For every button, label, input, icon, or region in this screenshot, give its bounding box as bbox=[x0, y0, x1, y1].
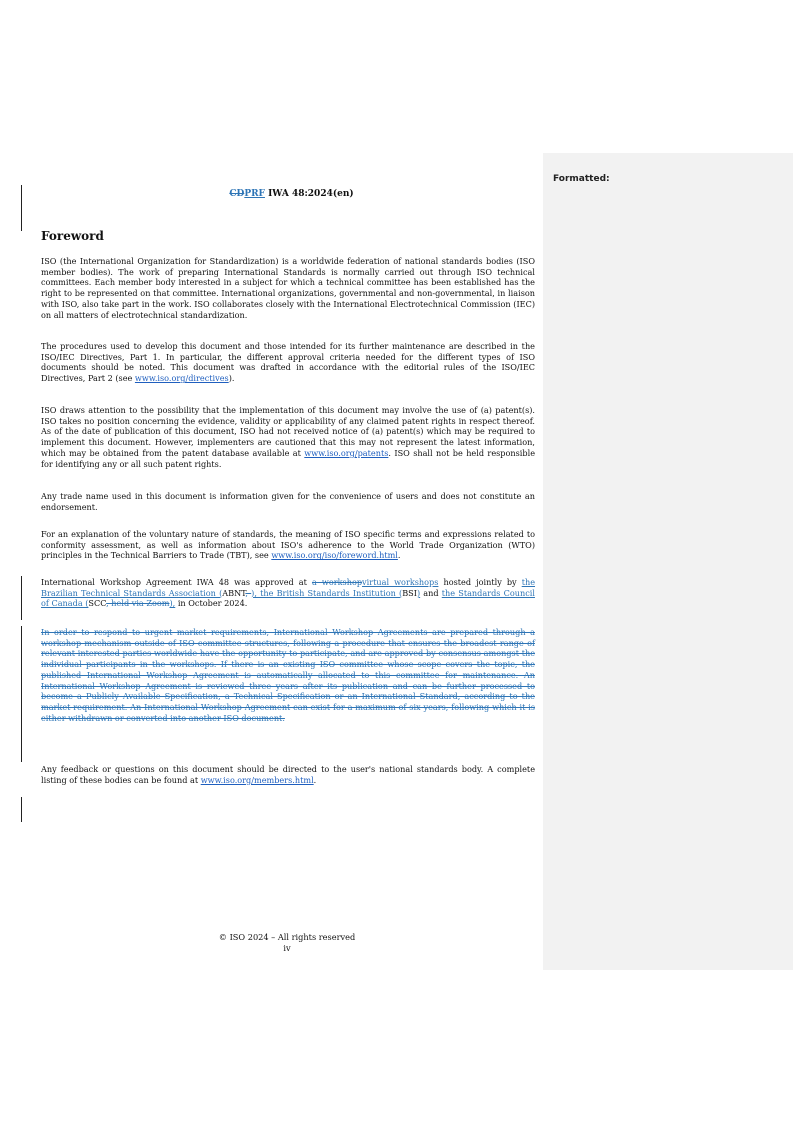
inserted-text: virtual workshops bbox=[362, 577, 439, 587]
page-number: iv bbox=[283, 943, 291, 953]
paragraph-text: The procedures used to develop this document and those intended for its further maintenance are described in the ISO/IEC Directives, Part 1. In particular, the different approval criteria needed for the different types of ISO documents should be noted. This document was drafted in accordance with the editorial rules of the ISO/IEC Directives, Part 2 (see bbox=[41, 341, 535, 384]
inserted-text: ), the British Standards Institution ( bbox=[251, 587, 403, 598]
link-members[interactable]: www.iso.org/members.html bbox=[200, 774, 314, 785]
paragraph-end: . bbox=[397, 550, 401, 561]
link-directives[interactable]: www.iso.org/directives bbox=[134, 373, 229, 384]
text-run: and bbox=[420, 587, 442, 598]
comment-pane bbox=[543, 153, 793, 970]
text-run: International Workshop Agreement IWA 48 was approved at bbox=[41, 577, 312, 587]
deleted-text: a workshop bbox=[311, 577, 363, 587]
paragraph-procedures bbox=[41, 341, 535, 384]
header-deleted-prefix: CD bbox=[229, 189, 245, 199]
document-header bbox=[0, 189, 583, 199]
link-foreword[interactable]: www.iso.org/iso/foreword.html bbox=[271, 550, 398, 561]
paragraph-end: ). bbox=[228, 373, 235, 384]
paragraph-end: . ISO shall not be held responsible for identifying any or all such patent rights. bbox=[41, 447, 535, 469]
change-bar-p6 bbox=[21, 576, 22, 620]
deleted-text: , bbox=[245, 587, 252, 598]
deleted-text: , held via Zoom bbox=[106, 598, 170, 609]
paragraph-deleted-iwa-description: In order to respond to urgent market requirements, International Workshop Agreements are prepared through a workshop mechanism outside of ISO committee structures, following a procedure that ensures the broadest range of relevant interested parties worldwide have the opportunity to participate, and are approved by consensus amongst the individual participants in the workshops. If there is an existing ISO committee whose scope covers the topic, the published International Workshop Agreement is automatically allocated to this committee for maintenance. An International Workshop Agreement is reviewed three years after its publication and can be further processed to become a Publicly Available Specification, a Technical Specification or an International Standard, according to the market requirement. An International Workshop Agreement can exist for a maximum of six years, following which it is either withdrawn or converted into another ISO document. bbox=[41, 627, 535, 723]
comment-title: Formatted: bbox=[553, 174, 610, 184]
text-run: SCC bbox=[88, 598, 107, 609]
paragraph-text: Any feedback or questions on this document should be directed to the user's national standards body. A complete listing of these bodies can be found at bbox=[41, 764, 535, 785]
section-heading: Foreword bbox=[41, 229, 104, 243]
text-run: in October 2024. bbox=[175, 598, 248, 609]
copyright-notice: © ISO 2024 – All rights reserved bbox=[218, 932, 356, 942]
paragraph-trade-name: Any trade name used in this document is information given for the convenience of users and does not constitute an endorsement. bbox=[41, 491, 535, 512]
change-bar-p7 bbox=[21, 626, 22, 762]
paragraph-iwa-approval bbox=[41, 577, 535, 609]
paragraph-voluntary-nature bbox=[41, 529, 535, 561]
paragraph-text: ISO draws attention to the possibility that the implementation of this document may involve the use of (a) patent(s). ISO takes no position concerning the evidence, validity or applicability of any claimed patent rights in respect thereof. As of the date of publication of this document, ISO had not received notice of (a) patent(s) which may be required to implement this document. However, implementers are cautioned that this may not represent the latest information, which may be obtained from the patent database available at bbox=[41, 405, 535, 458]
paragraph-feedback bbox=[41, 764, 535, 785]
text-run: BSI bbox=[402, 587, 417, 598]
inserted-text: the Brazilian Technical Standards Association ( bbox=[41, 577, 536, 598]
change-bar-bottom bbox=[21, 797, 22, 822]
link-patents[interactable]: www.iso.org/patents bbox=[304, 447, 389, 458]
text-run: ABNT bbox=[222, 587, 246, 598]
paragraph-text: For an explanation of the voluntary nature of standards, the meaning of ISO specific terms and expressions related to conformity assessment, as well as information about ISO's adherence to the World Trade Organization (WTO) principles in the Technical Barriers to Trade (TBT), see bbox=[41, 529, 535, 561]
paragraph-end: . bbox=[313, 774, 317, 785]
paragraph-iso-intro: ISO (the International Organization for Standardization) is a worldwide federation of national standards bodies (ISO member bodies). The work of preparing International Standards is normally carried out through ISO technical committees. Each member body interested in a subject for which a technical committee has been established has the right to be represented on that committee. International organizations, governmental and non-governmental, in liaison with ISO, also take part in the work. ISO collaborates closely with the International Electrotechnical Commission (IEC) on all matters of electrotechnical standardization. bbox=[41, 256, 535, 320]
inserted-text: the Standards Council of Canada ( bbox=[41, 587, 535, 609]
page-footer bbox=[150, 932, 424, 954]
header-title: IWA 48:2024(en) bbox=[264, 189, 354, 199]
header-inserted-prefix: PRF bbox=[244, 189, 265, 199]
paragraph-patents bbox=[41, 405, 535, 469]
inserted-text: ), bbox=[169, 598, 176, 609]
inserted-text: ) bbox=[416, 587, 421, 598]
text-run: hosted jointly by bbox=[438, 577, 522, 587]
